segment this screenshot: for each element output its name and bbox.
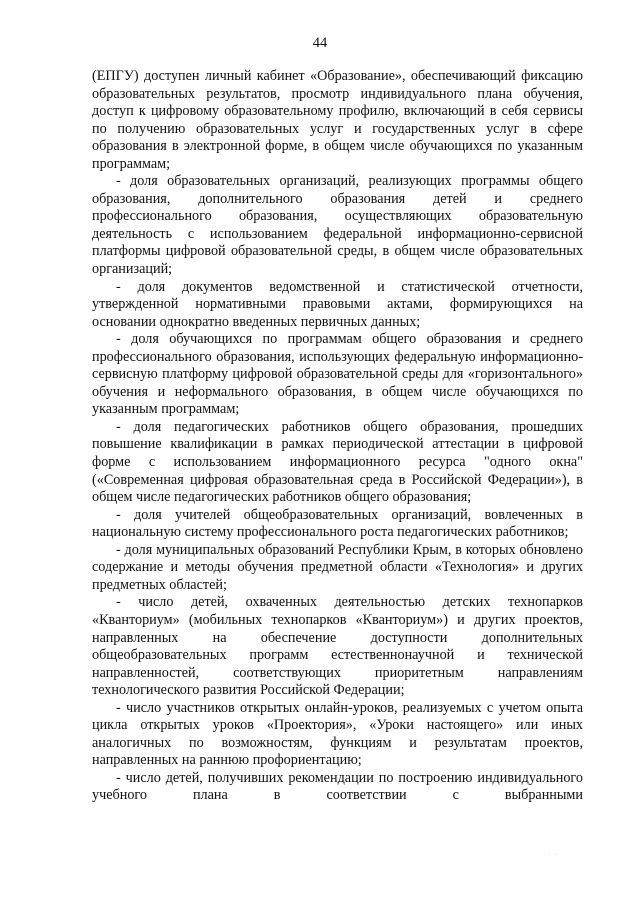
- page-number: 44: [312, 35, 328, 51]
- paragraph-6: - доля учителей общеобразовательных организаций, вовлеченных в национальную систему профессионального роста педагогических работников;: [92, 506, 583, 541]
- document-body: [92, 68, 583, 805]
- paragraph-7: - доля муниципальных образований Республики Крым, в которых обновлено содержание и методы обучения предметной области «Технология» и других предметных областей;: [92, 541, 583, 593]
- paragraph-4: - доля обучающихся по программам общего образования и среднего профессионального образования, использующих федеральную информационно-сервисную платформу цифровой образовательной среды для «горизонтального» обучения и неформального образования, в общем числе обучающихся по указанным программам;: [92, 331, 583, 418]
- paragraph-9: - число участников открытых онлайн-уроков, реализуемых с учетом опыта цикла открытых уроков «Проектория», «Уроки настоящего» или иных аналогичных по возможностям, функциям и результатам проектов, направленных на раннюю профориентацию;: [92, 699, 583, 769]
- paragraph-8: - число детей, охваченных деятельностью детских технопарков «Кванториум» (мобильных технопарков «Кванториум») и других проектов, направленных на обеспечение доступности дополнительных общеобразовательных программ естественнонаучной и технической направленностей, соответствующих приоритетным направлениям технологического развития Российской Федерации;: [92, 594, 583, 699]
- paragraph-5: - доля педагогических работников общего образования, прошедших повышение квалификации в рамках периодической аттестации в цифровой форме с использованием информационного ресурса "одного окна" («Современная цифровая образовательная среда в Российской Федерации»), в общем числе педагогических работников общего образования;: [92, 418, 583, 506]
- paragraph-10: - число детей, получивших рекомендации по построению индивидуального учебного плана в соответствии с выбранными: [92, 769, 583, 804]
- paragraph-3: - доля документов ведомственной и статистической отчетности, утвержденной нормативными правовыми актами, формирующихся на основании однократно введенных первичных данных;: [92, 278, 583, 330]
- paragraph-1: (ЕПГУ) доступен личный кабинет «Образование», обеспечивающий фиксацию образовательных результатов, просмотр индивидуального плана обучения, доступ к цифровому образовательному профилю, включающий в себя сервисы по получению образовательных услуг и государственных услуг в сфере образования в электронной форме, в общем числе обучающихся по указанным программам;: [92, 68, 583, 172]
- scan-artifact: · ·: [548, 852, 560, 858]
- paragraph-2: - доля образовательных организаций, реализующих программы общего образования, дополнительного образования детей и среднего профессионального образования, осуществляющих образовательную деятельность с использованием федеральной информационно-сервисной платформы цифровой образовательной среды, в общем числе образовательных организаций;: [92, 173, 583, 278]
